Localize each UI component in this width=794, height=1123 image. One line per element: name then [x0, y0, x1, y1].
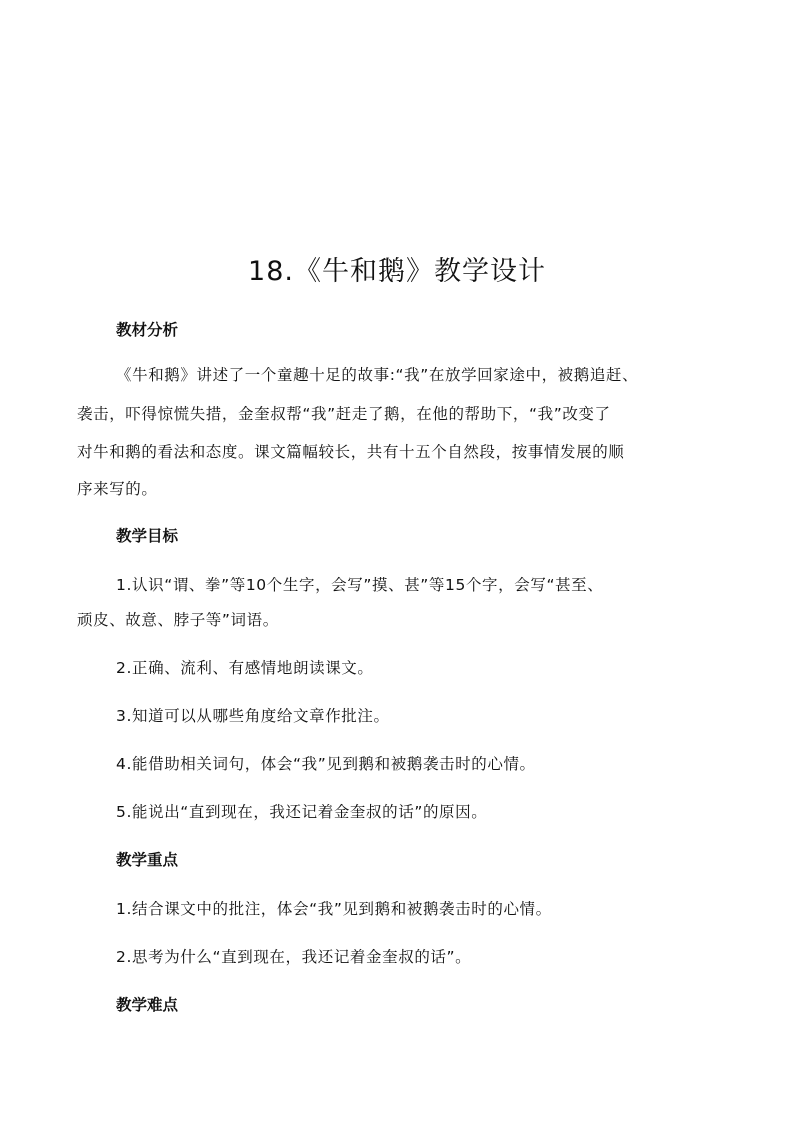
paragraph-line: 袭击，吓得惊慌失措，金奎叔帮“我”赶走了鹅，在他的帮助下，“我”改变了	[77, 405, 611, 423]
goal-item-continuation: 顽皮、故意、脖子等”词语。	[77, 611, 279, 629]
paragraph-line: 序来写的。	[77, 480, 158, 498]
focus-item: 2.思考为什么“直到现在，我还记着金奎叔的话”。	[116, 948, 472, 966]
goal-item: 4.能借助相关词句，体会“我”见到鹅和被鹅袭击时的心情。	[116, 755, 536, 773]
paragraph-line: 对牛和鹅的看法和态度。课文篇幅较长，共有十五个自然段，按事情发展的顺	[77, 443, 625, 461]
focus-item: 1.结合课文中的批注，体会“我”见到鹅和被鹅袭击时的心情。	[116, 900, 552, 918]
section-heading-material-analysis: 教材分析	[116, 321, 179, 339]
section-heading-teaching-goals: 教学目标	[116, 527, 179, 545]
goal-item: 5.能说出“直到现在，我还记着金奎叔的话”的原因。	[116, 803, 488, 821]
goal-item: 2.正确、流利、有感情地朗读课文。	[116, 659, 374, 677]
section-heading-teaching-focus: 教学重点	[116, 851, 179, 869]
paragraph-line: 《牛和鹅》讲述了一个童趣十足的故事:“我”在放学回家途中，被鹅追赶、	[116, 366, 639, 384]
goal-item: 1.认识“谓、拳”等10个生字，会写”摸、甚”等15个字，会写“甚至、	[116, 576, 604, 594]
section-heading-teaching-difficulty: 教学难点	[116, 996, 179, 1014]
document-title: 18.《牛和鹅》教学设计	[248, 256, 546, 287]
goal-item: 3.知道可以从哪些角度给文章作批注。	[116, 707, 390, 725]
